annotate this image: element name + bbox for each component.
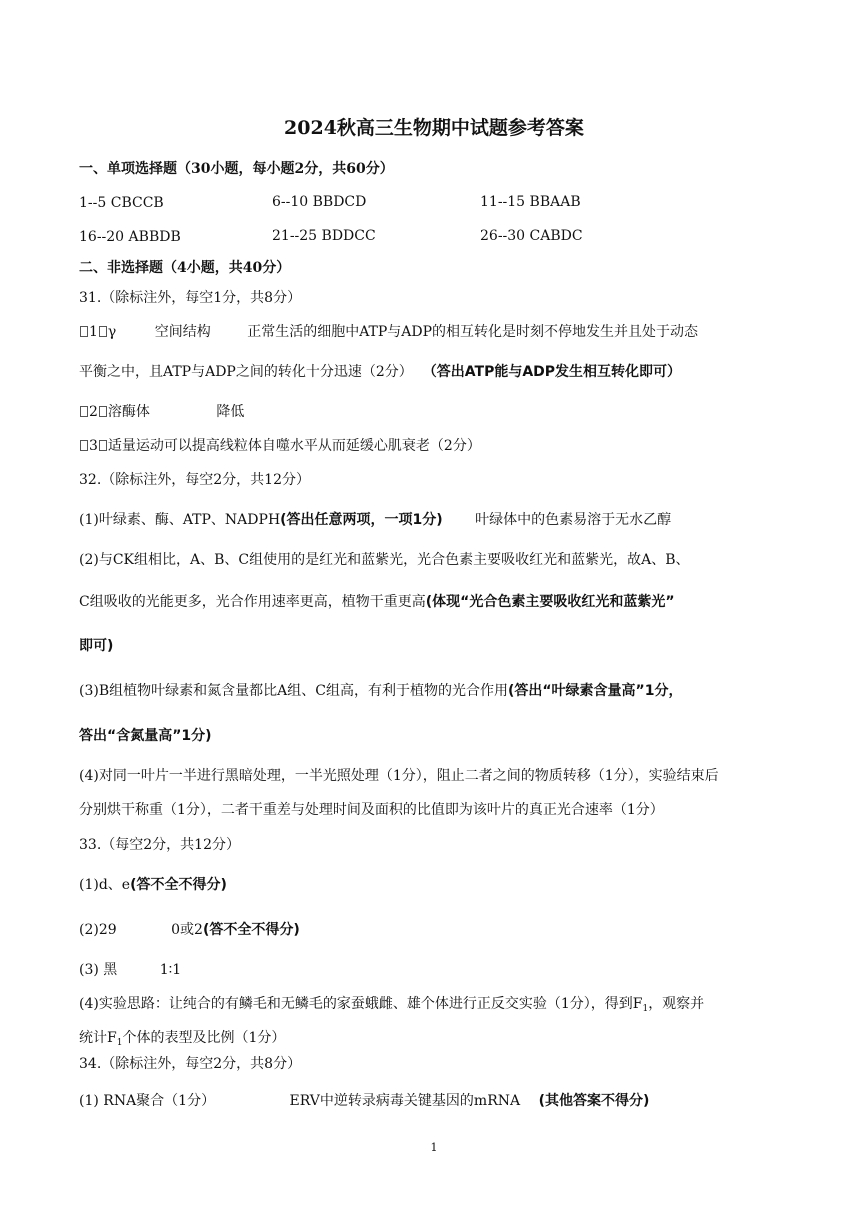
q34-part1 — [79, 1092, 649, 1110]
q33-part3 — [79, 961, 181, 979]
page-number: 1 — [430, 1141, 438, 1154]
answer-text: 降低 — [216, 404, 245, 420]
grading-note: 答出“含氮量高”1分) — [79, 728, 212, 744]
q33-part4-line2 — [79, 1029, 285, 1052]
grading-note: (答出“叶绿素含量高”1分， — [507, 683, 683, 699]
open-paren-box-icon — [80, 406, 88, 417]
part-number: 1 — [89, 324, 98, 340]
close-paren-box-icon — [99, 406, 107, 417]
grading-note: （答出ATP能与ADP发生相互转化即可） — [422, 364, 682, 380]
section2-heading: 二、非选择题（4小题，共40分） — [79, 260, 291, 276]
q33-part1 — [79, 876, 227, 894]
q33-header: 33.（每空2分，共12分） — [79, 837, 240, 853]
q32-header: 32.（除标注外，每空2分，共12分） — [79, 472, 310, 488]
part-number: 2 — [89, 404, 98, 420]
answer-text: ERV中逆转录病毒关键基因的mRNA — [289, 1093, 521, 1109]
q32-part1 — [79, 511, 671, 529]
close-paren-box-icon — [99, 440, 107, 451]
answer-text: 0或2 — [171, 922, 203, 938]
open-paren-box-icon — [80, 440, 88, 451]
grading-note: (答不全不得分) — [202, 922, 300, 938]
answer-cell: 6--10 BBDCD — [272, 194, 367, 210]
q31-header: 31.（除标注外，每空1分，共8分） — [79, 290, 302, 306]
answer-cell: 26--30 CABDC — [480, 228, 583, 244]
q31-part1-line1 — [79, 323, 698, 341]
answer-cell: 16--20 ABBDB — [79, 229, 181, 245]
subscript: 1 — [642, 1004, 649, 1014]
q33-part2 — [79, 921, 300, 939]
answer-cell: 1--5 CBCCB — [79, 195, 164, 211]
answer-cell: 11--15 BBAAB — [480, 194, 581, 210]
close-paren-box-icon — [99, 326, 107, 337]
answer-text: 适量运动可以提高线粒体自噬水平从而延缓心肌衰老（2分） — [107, 438, 481, 454]
grading-note: (其他答案不得分) — [538, 1093, 650, 1109]
answer-text: (3)B组植物叶绿素和氮含量都比A组、C组高，有利于植物的光合作用 — [79, 683, 508, 699]
grading-note: (体现“光合色素主要吸收红光和蓝紫光” — [425, 594, 675, 610]
q32-part2-line1: (2)与CK组相比，A、B、C组使用的是红光和蓝紫光，光合色素主要吸收红光和蓝紫光，故A、B、 — [79, 552, 690, 568]
q31-part1-line2 — [79, 363, 681, 381]
answer-text: (1)d、e — [79, 877, 131, 893]
subscript: 1 — [116, 1038, 123, 1048]
answer-text: (4)实验思路：让纯合的有鳞毛和无鳞毛的家蚕蛾雌、雄个体进行正反交实验（1分），得到F — [79, 996, 643, 1012]
answer-text: 1∶1 — [159, 962, 182, 978]
answer-text: 平衡之中，且ATP与ADP之间的转化十分迅速（2分） — [79, 364, 413, 380]
answer-text: ，观察并 — [648, 996, 705, 1012]
answer-text: 统计F — [79, 1030, 117, 1046]
answer-text: (2)29 — [79, 922, 117, 938]
answer-text: γ — [107, 324, 117, 340]
answer-text: (1)叶绿素、酶、ATP、NADPH — [79, 512, 281, 528]
answer-text: 个体的表型及比例（1分） — [122, 1030, 286, 1046]
answer-text: C组吸收的光能更多，光合作用速率更高，植物干重更高 — [79, 594, 426, 610]
part-number: 3 — [89, 438, 98, 454]
q31-part3 — [79, 437, 481, 455]
q31-part2 — [79, 403, 244, 421]
answer-text: 叶绿体中的色素易溶于无水乙醇 — [475, 512, 672, 528]
answer-text: 正常生活的细胞中ATP与ADP的相互转化是时刻不停地发生并且处于动态 — [247, 324, 699, 340]
grading-note: (答出任意两项，一项1分) — [280, 512, 443, 528]
answer-text: (3) 黑 — [79, 962, 118, 978]
open-paren-box-icon — [80, 326, 88, 337]
grading-note: (答不全不得分) — [130, 877, 227, 893]
answer-text: 空间结构 — [154, 324, 211, 340]
q32-part4-line2: 分别烘干称重（1分），二者干重差与处理时间及面积的比值即为该叶片的真正光合速率（1分） — [79, 802, 664, 818]
grading-note: 即可) — [79, 638, 114, 654]
q32-part2-line2 — [79, 593, 675, 611]
q34-header: 34.（除标注外，每空2分，共8分） — [79, 1056, 302, 1072]
q32-part4-line1: (4)对同一叶片一半进行黑暗处理，一半光照处理（1分），阻止二者之间的物质转移（1分），实验结束后 — [79, 768, 719, 784]
answer-text: (1) RNA聚合（1分） — [79, 1093, 216, 1109]
page-title: 2024秋高三生物期中试题参考答案 — [284, 117, 584, 139]
answer-cell: 21--25 BDDCC — [272, 228, 376, 244]
q32-part3-line1 — [79, 682, 683, 700]
section1-heading: 一、单项选择题（30小题，每小题2分，共60分） — [79, 161, 394, 177]
answer-text: 溶酶体 — [107, 404, 150, 420]
q33-part4-line1 — [79, 995, 704, 1018]
